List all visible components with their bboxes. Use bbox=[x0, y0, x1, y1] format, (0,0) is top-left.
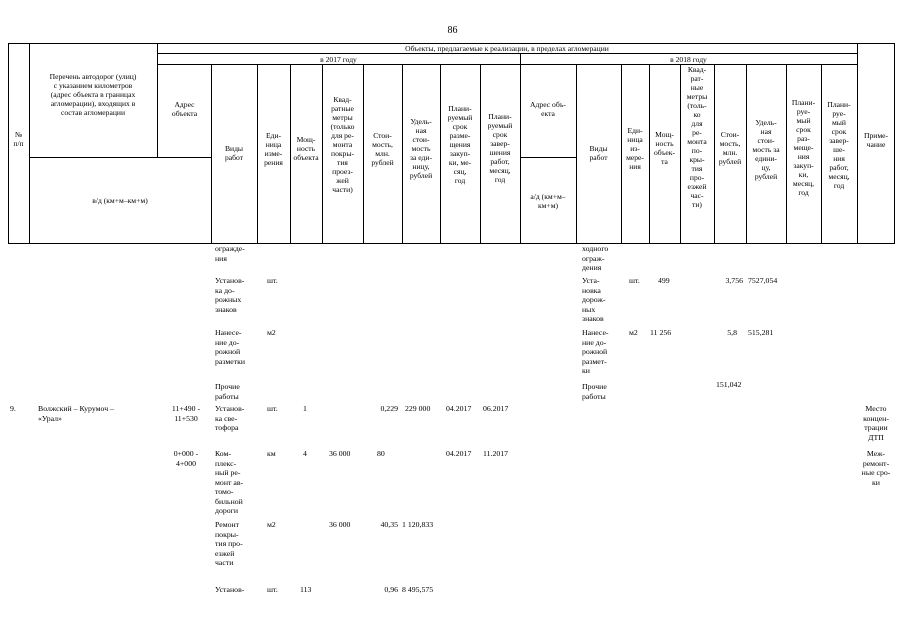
row-9-note: Место концен- трации ДТП bbox=[863, 404, 889, 442]
row-complex-cost: 80 bbox=[377, 449, 385, 458]
header-2017-sqm: Квад- ратные метры (только для ре- монта покры- тия проез- жей части) bbox=[330, 95, 355, 194]
row-complex-sqm: 36 000 bbox=[329, 449, 351, 458]
row-9-power: 1 bbox=[303, 404, 307, 413]
row-9-unit-cost: 229 000 bbox=[405, 404, 431, 413]
header-col-road: Перечень автодорог (улиц) с указанием километров (адрес объекта в границах агломерации), входящих в состав агломерации bbox=[49, 72, 137, 117]
page-number: 86 bbox=[447, 25, 458, 36]
header-2017-cost: Стои- мость, млн. рублей bbox=[371, 131, 394, 167]
header-col-number: № п/п bbox=[13, 130, 24, 148]
row-a-works-2017: огражде- ния bbox=[215, 244, 245, 263]
row-other-works-2017: Прочие работы bbox=[215, 382, 240, 401]
row-complex-note: Меж- ремонт- ные сро- ки bbox=[861, 449, 891, 487]
header-year-2018: в 2018 году bbox=[670, 55, 707, 64]
header-2018-plan-purchase: Плани- руе- мый срок раз- меще- ния закуп- ки, месяц, год bbox=[791, 98, 816, 197]
header-line bbox=[29, 157, 211, 158]
row-marking-cost-2018: 5,8 bbox=[727, 328, 737, 337]
header-note: Приме- чание bbox=[863, 131, 889, 149]
row-complex-address: 0+000 - 4+000 bbox=[173, 449, 199, 468]
row-9-purchase: 04.2017 bbox=[446, 404, 472, 413]
row-other-works-2018: Прочие работы bbox=[582, 382, 607, 401]
row-repair-works: Ремонт покры- тия про- езжей части bbox=[215, 520, 243, 567]
header-2017-unit-cost: Удель- ная стои- мость за еди- ницу, рублей bbox=[409, 117, 433, 180]
header-line bbox=[157, 64, 857, 65]
header-2017-plan-finish: Плани- руемый срок завер- шения работ, месяц, год bbox=[487, 112, 513, 184]
header-2018-address-sub: а/д (км+м– км+м) bbox=[530, 192, 566, 210]
header-2018-unit: Еди- ница из- мере- ния bbox=[626, 126, 644, 171]
header-2018-works: Виды работ bbox=[589, 144, 608, 162]
row-9-address: 11+490 - 11+530 bbox=[171, 404, 201, 423]
row-marking-unit-2017: м2 bbox=[267, 328, 276, 337]
row-signs-unit-2017: шт. bbox=[267, 276, 278, 285]
row-last-cost: 0,96 bbox=[384, 585, 398, 594]
row-9-finish: 06.2017 bbox=[483, 404, 509, 413]
row-repair-cost: 40,35 bbox=[380, 520, 398, 529]
row-complex-finish: 11.2017 bbox=[483, 449, 509, 458]
row-signs-works-2017: Установ- ка до- рожных знаков bbox=[215, 276, 245, 314]
header-col-road-sub: в/д (км+м–км+м) bbox=[92, 196, 148, 205]
header-line bbox=[520, 157, 576, 158]
row-repair-unit-cost: 1 120,833 bbox=[402, 520, 434, 529]
row-complex-power: 4 bbox=[303, 449, 307, 458]
row-9-unit: шт. bbox=[267, 404, 278, 413]
row-complex-unit: км bbox=[267, 449, 276, 458]
header-year-2017: в 2017 году bbox=[320, 55, 357, 64]
header-2017-address: Адрес объекта bbox=[171, 100, 198, 118]
row-last-unit: шт. bbox=[267, 585, 278, 594]
row-last-works: Установ- bbox=[215, 585, 245, 594]
row-repair-unit: м2 bbox=[267, 520, 276, 529]
row-a-works-2018: ходного ограж- дения bbox=[582, 244, 609, 272]
row-signs-unit-2018: шт. bbox=[629, 276, 640, 285]
row-marking-unit-cost-2018: 515,281 bbox=[748, 328, 774, 337]
row-signs-works-2018: Уста- новка дорож- ных знаков bbox=[582, 276, 606, 323]
row-last-unit-cost: 8 495,575 bbox=[402, 585, 434, 594]
header-2018-address: Адрес объ- екта bbox=[530, 100, 566, 118]
header-2018-power: Мощ- ность объек- та bbox=[654, 130, 675, 166]
row-marking-unit-2018: м2 bbox=[629, 328, 638, 337]
header-objects-title: Объекты, предлагаемые к реализации, в пределах агломерации bbox=[405, 44, 609, 53]
row-signs-cost-2018: 3,756 bbox=[725, 276, 743, 285]
row-repair-sqm: 36 000 bbox=[329, 520, 351, 529]
header-2017-unit: Еди- ница изме- рения bbox=[264, 131, 283, 167]
row-marking-power-2018: 11 256 bbox=[650, 328, 672, 337]
row-complex-purchase: 04.2017 bbox=[446, 449, 472, 458]
header-line bbox=[520, 53, 521, 244]
row-complex-works: Ком- плекс- ный ре- монт ав- томо- бильной дороги bbox=[215, 449, 244, 515]
header-2017-plan-purchase: Плани- руемый срок разме- щения закуп- ки, ме- сяц, год bbox=[447, 104, 473, 185]
header-line bbox=[157, 53, 857, 54]
header-2018-sqm: Квад- рат- ные метры (толь- ко для ре- монта по- кры- тия про- езжей час- ти) bbox=[686, 65, 708, 209]
header-2018-unit-cost: Удель- ная стои- мость за едини- цу, рублей bbox=[752, 118, 780, 181]
header-2017-works: Виды работ bbox=[224, 144, 244, 162]
row-signs-unit-cost-2018: 7527,054 bbox=[748, 276, 778, 285]
row-signs-power-2018: 499 bbox=[658, 276, 670, 285]
row-marking-works-2017: Нанесе- ние до- рожной разметки bbox=[215, 328, 246, 366]
header-2018-plan-finish: Плани- руе- мый срок завер- ше- ния работ, месяц, год bbox=[827, 100, 851, 190]
header-line bbox=[29, 43, 30, 244]
row-9-works: Установ- ка све- тофора bbox=[215, 404, 245, 432]
header-2018-cost: Стои- мость, млн. рублей bbox=[718, 130, 742, 166]
row-9-number: 9. bbox=[10, 404, 16, 413]
header-2017-power: Мощ- ность объекта bbox=[293, 135, 319, 162]
row-9-cost: 0,229 bbox=[380, 404, 398, 413]
row-9-road: Волжский – Курумоч – «Урал» bbox=[38, 404, 115, 423]
row-last-power: 113 bbox=[300, 585, 312, 594]
row-other-cost-2018: 151,042 bbox=[716, 380, 742, 389]
row-marking-works-2018: Нанесе- ние до- рожной размет- ки bbox=[582, 328, 609, 375]
